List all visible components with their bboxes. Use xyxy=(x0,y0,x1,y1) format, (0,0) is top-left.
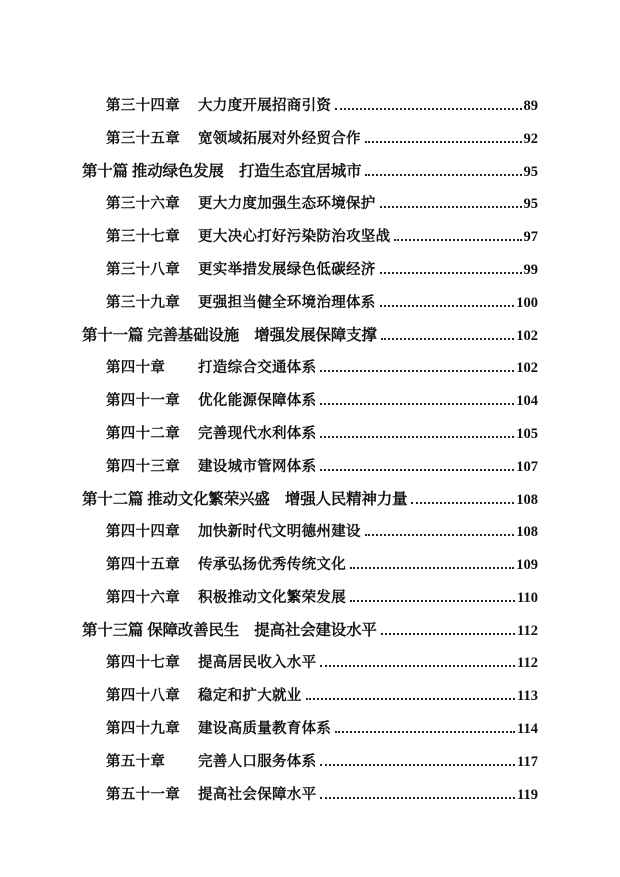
toc-part-13[interactable] xyxy=(0,613,620,646)
page-number: 95 xyxy=(523,196,538,213)
toc-part-12[interactable] xyxy=(0,482,620,515)
toc-chapter-39[interactable] xyxy=(0,285,620,318)
page-number: 100 xyxy=(516,294,538,311)
toc-chapter-34[interactable] xyxy=(0,88,620,121)
toc-chapter-42[interactable] xyxy=(0,416,620,449)
part-number: 第十一篇 xyxy=(82,324,144,344)
page-number: 119 xyxy=(517,786,538,803)
page-number: 89 xyxy=(523,97,538,114)
chapter-number: 第四十一章 xyxy=(106,392,180,410)
toc-chapter-37[interactable] xyxy=(0,219,620,252)
chapter-title: 完善现代水利体系 xyxy=(198,424,317,442)
chapter-number: 第三十六章 xyxy=(106,195,180,213)
chapter-number: 第四十八章 xyxy=(106,687,180,705)
toc-chapter-48[interactable] xyxy=(0,678,620,711)
chapter-title: 提高居民收入水平 xyxy=(198,654,317,672)
page-number: 113 xyxy=(517,688,538,705)
dot-leader xyxy=(350,600,515,602)
page-number: 108 xyxy=(516,524,538,541)
toc-chapter-44[interactable] xyxy=(0,514,620,547)
page-number: 109 xyxy=(516,557,538,574)
chapter-number: 第四十九章 xyxy=(106,720,180,738)
dot-leader xyxy=(381,633,515,635)
chapter-title: 建设高质量教育体系 xyxy=(198,720,332,738)
chapter-title: 加快新时代文明德州建设 xyxy=(198,523,361,541)
toc-chapter-46[interactable] xyxy=(0,580,620,613)
page-number: 99 xyxy=(523,261,538,278)
dot-leader xyxy=(365,141,522,143)
dot-leader xyxy=(306,698,515,700)
page-number: 95 xyxy=(523,163,538,180)
dot-leader xyxy=(365,534,514,536)
chapter-number: 第五十章 xyxy=(106,752,166,770)
toc-chapter-38[interactable] xyxy=(0,252,620,285)
chapter-title: 完善人口服务体系 xyxy=(198,752,317,770)
page-number: 110 xyxy=(517,589,538,606)
dot-leader xyxy=(320,665,515,667)
dot-leader xyxy=(320,797,515,799)
chapter-number: 第四十七章 xyxy=(106,654,180,672)
dot-leader xyxy=(380,305,515,307)
part-title: 推动文化繁荣兴盛 增强人民精神力量 xyxy=(147,488,408,508)
chapter-title: 大力度开展招商引资 xyxy=(198,96,332,114)
chapter-number: 第四十章 xyxy=(106,359,166,377)
dot-leader xyxy=(381,338,515,340)
toc-part-11[interactable] xyxy=(0,318,620,351)
dot-leader xyxy=(320,436,514,438)
toc-chapter-47[interactable] xyxy=(0,646,620,679)
toc-part-10[interactable] xyxy=(0,154,620,187)
chapter-title: 积极推动文化繁荣发展 xyxy=(198,588,346,606)
part-number: 第十三篇 xyxy=(82,620,144,640)
toc-chapter-49[interactable] xyxy=(0,711,620,744)
page-number: 105 xyxy=(516,425,538,442)
dot-leader xyxy=(350,567,514,569)
chapter-title: 传承弘扬优秀传统文化 xyxy=(198,556,346,574)
chapter-title: 更强担当健全环境治理体系 xyxy=(198,293,376,311)
part-title: 推动绿色发展 打造生态宜居城市 xyxy=(131,160,362,180)
dot-leader xyxy=(380,272,522,274)
chapter-title: 更实举措发展绿色低碳经济 xyxy=(198,260,376,278)
dot-leader xyxy=(320,370,514,372)
part-number: 第十篇 xyxy=(82,160,128,180)
chapter-title: 宽领域拓展对外经贸合作 xyxy=(198,129,361,147)
toc-chapter-50[interactable] xyxy=(0,744,620,777)
table-of-contents xyxy=(0,88,620,810)
page-number: 97 xyxy=(523,229,538,246)
toc-chapter-35[interactable] xyxy=(0,121,620,154)
chapter-title: 提高社会保障水平 xyxy=(198,785,317,803)
page-number: 117 xyxy=(517,753,538,770)
chapter-number: 第四十五章 xyxy=(106,556,180,574)
chapter-title: 优化能源保障体系 xyxy=(198,392,317,410)
dot-leader xyxy=(320,403,514,405)
part-title: 保障改善民生 提高社会建设水平 xyxy=(147,620,377,640)
toc-chapter-45[interactable] xyxy=(0,547,620,580)
dot-leader xyxy=(335,731,515,733)
toc-chapter-51[interactable] xyxy=(0,777,620,810)
dot-leader xyxy=(411,502,514,504)
toc-chapter-36[interactable] xyxy=(0,186,620,219)
chapter-number: 第四十四章 xyxy=(106,523,180,541)
toc-chapter-43[interactable] xyxy=(0,449,620,482)
chapter-title: 更大力度加强生态环境保护 xyxy=(198,195,376,213)
chapter-number: 第五十一章 xyxy=(106,785,180,803)
dot-leader xyxy=(320,764,515,766)
page-number: 102 xyxy=(516,327,538,344)
dot-leader xyxy=(394,239,521,241)
chapter-number: 第三十五章 xyxy=(106,129,180,147)
chapter-title: 打造综合交通体系 xyxy=(198,359,317,377)
toc-chapter-41[interactable] xyxy=(0,383,620,416)
page-number: 102 xyxy=(516,360,538,377)
chapter-number: 第四十二章 xyxy=(106,424,180,442)
page-number: 104 xyxy=(516,393,538,410)
page-number: 112 xyxy=(517,623,538,640)
chapter-number: 第三十八章 xyxy=(106,260,180,278)
part-number: 第十二篇 xyxy=(82,488,144,508)
chapter-number: 第三十九章 xyxy=(106,293,180,311)
chapter-number: 第三十七章 xyxy=(106,228,180,246)
page-number: 92 xyxy=(523,130,538,147)
dot-leader xyxy=(380,206,522,208)
chapter-title: 更大决心打好污染防治攻坚战 xyxy=(198,228,391,246)
chapter-number: 第四十六章 xyxy=(106,588,180,606)
chapter-title: 稳定和扩大就业 xyxy=(198,687,302,705)
dot-leader xyxy=(320,469,514,471)
part-title: 完善基础设施 增强发展保障支撑 xyxy=(147,324,377,344)
page-number: 112 xyxy=(517,655,538,672)
page-number: 107 xyxy=(516,458,538,475)
dot-leader xyxy=(365,174,521,176)
page-number: 114 xyxy=(517,721,538,738)
toc-chapter-40[interactable] xyxy=(0,350,620,383)
page-number: 108 xyxy=(516,491,538,508)
chapter-number: 第三十四章 xyxy=(106,96,180,114)
dot-leader xyxy=(335,108,521,110)
chapter-title: 建设城市管网体系 xyxy=(198,457,317,475)
chapter-number: 第四十三章 xyxy=(106,457,180,475)
